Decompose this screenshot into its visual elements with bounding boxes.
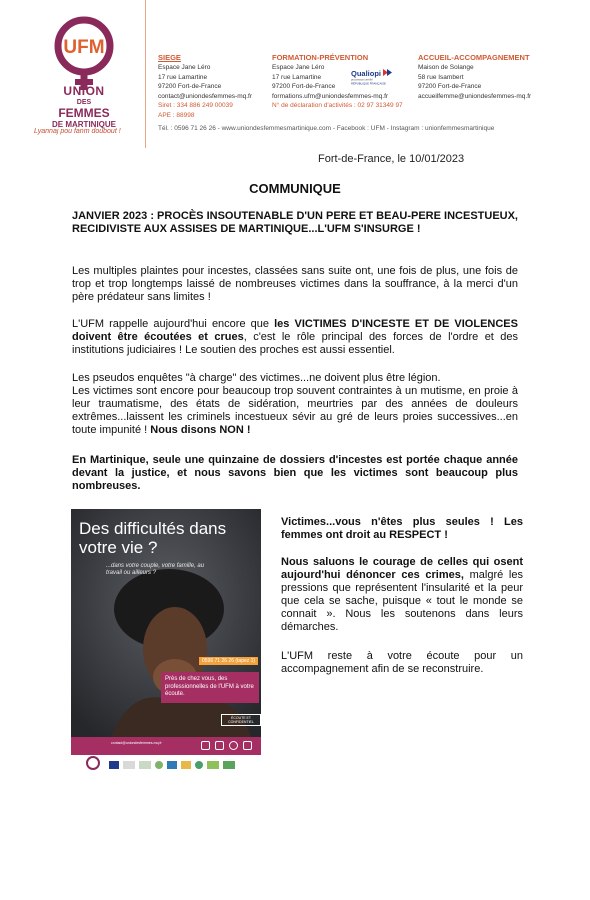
- siege-line: Espace Jane Léro: [158, 64, 211, 71]
- siege-line: APE : 88998: [158, 111, 195, 119]
- ufm-mini-logo: [87, 757, 99, 769]
- document-title: COMMUNIQUE: [249, 181, 341, 196]
- partner-logo: [139, 761, 151, 769]
- facebook-icon: [215, 741, 224, 750]
- partner-logo: [195, 761, 203, 769]
- accueil-line: 58 rue Isambert: [418, 73, 464, 81]
- qualiopi-text: Qualiopi: [351, 69, 381, 78]
- header-divider: [145, 0, 146, 148]
- partner-logo: [207, 761, 219, 769]
- poster-title: Des difficultés dans votre vie ?: [79, 519, 227, 557]
- contact-line: Tél. : 0596 71 26 26 - www.uniondesfemmesmartinique.com - Facebook : UFM - Instagram : unionfemmesmartinique: [158, 125, 495, 132]
- partner-logo: [123, 761, 135, 769]
- siege-line: 17 rue Lamartine: [158, 73, 208, 81]
- partner-logo: [109, 761, 119, 769]
- courage-paragraph: [281, 556, 523, 634]
- accueil-title: ACCUEIL-ACCOMPAGNEMENT: [418, 53, 530, 62]
- headline: JANVIER 2023 : PROCÈS INSOUTENABLE D'UN PERE ET BEAU-PERE INCESTUEUX, RECIDIVISTE AUX ASSISES DE MARTINIQUE...L'UFM S'INSURGE !: [72, 210, 518, 235]
- awareness-poster: [71, 509, 261, 737]
- formation-title: FORMATION-PRÉVENTION: [272, 53, 369, 62]
- paragraph-1: Les multiples plaintes pour incestes, classées sans suite ont, une fois de plus, une fois de trop et trop longtemps laissé de nombreuses victimes dans la souffrance, à la merci d'un père prédateur sans limites !: [72, 265, 518, 303]
- logo-name-1: UNION: [63, 84, 105, 98]
- paragraph-4: En Martinique, seule une quinzaine de dossiers d'incestes est portée chaque année devant la justice, et nous savons bien que les victimes sont beaucoup plus nombreuses.: [72, 454, 518, 492]
- qualiopi-sub2: RÉPUBLIQUE FRANÇAISE: [351, 81, 386, 86]
- partner-logo: [155, 761, 163, 769]
- logo-name-4: DE MARTINIQUE: [52, 120, 116, 129]
- address-siege: [158, 52, 263, 120]
- partner-logo: [181, 761, 191, 769]
- poster-message: Près de chez vous, des professionnelles de l'UFM à votre écoute.: [161, 672, 259, 703]
- logo-tagline: Lyannaj pou fanm doubout !: [34, 128, 121, 135]
- qualiopi-sub: processus certifié: [351, 77, 373, 82]
- siege-line: Siret : 334 886 249 00039: [158, 102, 233, 109]
- logo-name: [38, 86, 130, 130]
- formation-email-link[interactable]: formations.ufm@uniondesfemmes-mq.fr: [272, 92, 389, 100]
- partner-logo: [223, 761, 235, 769]
- poster-footer-bar: [71, 737, 261, 755]
- p2-text: , c'est le rôle principal des forces de l'ordre et des institutions judiciaires ! Le soutien des proches est aussi essentiel.: [72, 331, 519, 356]
- poster-phone: 0596 71 26 26 (tapez 1): [199, 657, 258, 665]
- formation-line: N° de déclaration d'activités : 02 97 31349 97: [272, 102, 403, 109]
- siege-email-link[interactable]: contact@uniondesfemmes-mq.fr: [158, 92, 253, 100]
- siege-title: SIEGE: [158, 53, 181, 62]
- victims-message: Victimes...vous n'êtes plus seules ! Les femmes ont droit au RESPECT !: [281, 516, 523, 541]
- address-accueil: [418, 52, 578, 101]
- p3-emphasis: Nous disons NON !: [150, 424, 251, 436]
- formation-line: 97200 Fort-de-France: [272, 83, 336, 90]
- logo-name-3: FEMMES: [58, 106, 110, 120]
- formation-line: Espace Jane Léro: [272, 64, 325, 71]
- document-date: Fort-de-France, le 10/01/2023: [318, 153, 465, 165]
- formation-line: 17 rue Lamartine: [272, 73, 322, 81]
- p3-text: Les pseudos enquêtes "à charge" des victimes...ne doivent plus être légion.: [72, 372, 441, 384]
- p2-text: L'UFM rappelle aujourd'hui encore que: [72, 318, 275, 330]
- accueil-line: 97200 Fort-de-France: [418, 83, 482, 90]
- listening-paragraph: L'UFM reste à votre écoute pour un accompagnement afin de se reconstruire.: [281, 650, 523, 675]
- paragraph-2: [72, 318, 518, 357]
- poster-badge: ÉCOUTE ET CONFIDENTIEL: [221, 714, 261, 726]
- logo-ufm-text: UFM: [63, 37, 105, 58]
- poster-bar-text: contact@uniondesfemmes-mq.fr: [111, 741, 162, 745]
- accueil-line: Maison de Solange: [418, 64, 474, 71]
- logo-name-2: DES: [76, 99, 92, 106]
- p3-text: Les victimes sont encore pour beaucoup trop souvent contraintes à un mutisme, en proie à leur traumatisme, des états de sidération, meurtries par des années de douleurs extrêmes...laissent les criminels incestueux sévir au gré de leurs proies successives...en toute impunité !: [72, 385, 518, 436]
- partner-logo: [167, 761, 177, 769]
- p2-emphasis: les VICTIMES D'INCESTE ET DE VIOLENCES doivent être écoutées et crues: [72, 318, 518, 343]
- accueil-email-link[interactable]: accueilfemme@uniondesfemmes-mq.fr: [418, 92, 532, 100]
- paragraph-3: [72, 372, 518, 437]
- siege-line: 97200 Fort-de-France: [158, 83, 222, 90]
- courage-text: malgré les pressions que représentent l'insularité et la peur que cela se sache, puisque « tout le monde se connait ». Nous les soutenons dans leurs démarches.: [281, 569, 523, 633]
- qualiopi-logo: [350, 68, 394, 86]
- instagram-icon: [229, 741, 238, 750]
- partner-logos: [71, 755, 261, 777]
- mail-icon: [243, 741, 252, 750]
- courage-emphasis: Nous saluons le courage de celles qui osent aujourd'hui dénoncer ces crimes,: [281, 556, 523, 581]
- poster-subtitle: ...dans votre couple, votre famille, au travail ou ailleurs ?: [106, 563, 205, 576]
- phone-icon: [201, 741, 210, 750]
